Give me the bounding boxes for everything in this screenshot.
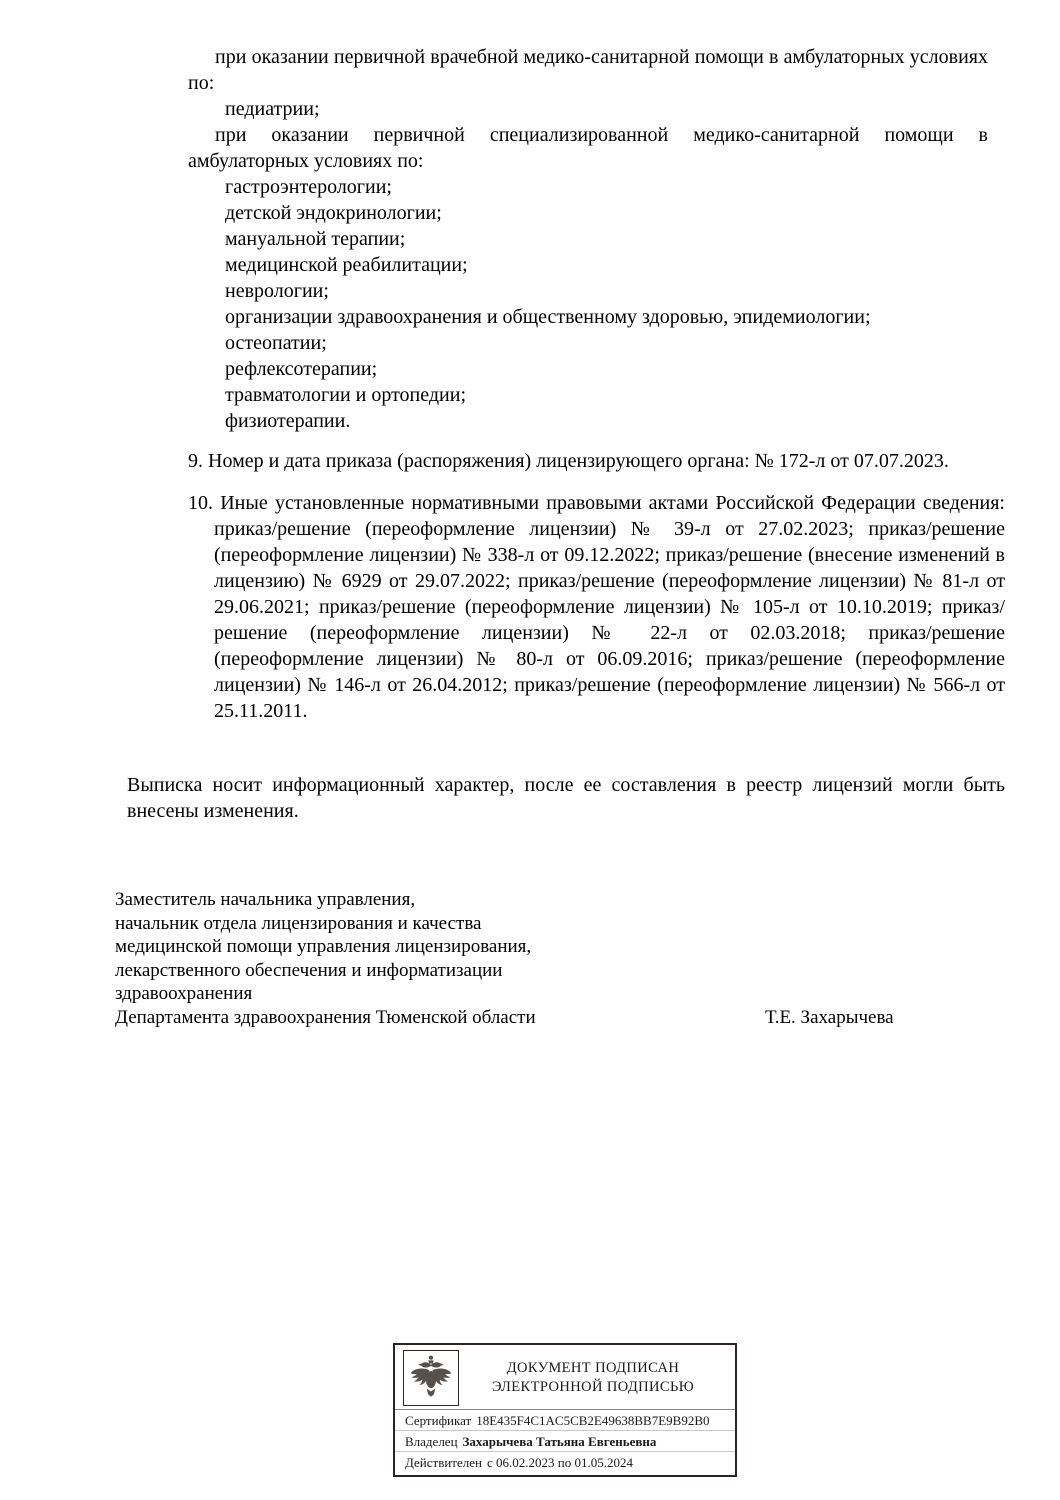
stamp-title-line2: ЭЛЕКТРОННОЙ ПОДПИСЬЮ <box>491 1379 695 1395</box>
certificate-label: Сертификат <box>405 1413 472 1428</box>
signer-position-line: лекарственного обеспечения и информатизации <box>115 959 503 981</box>
service-item: детской эндокринологии; <box>225 202 442 224</box>
service-item: физиотерапии. <box>225 410 351 432</box>
signer-position-line: медицинской помощи управления лицензирования, <box>115 936 532 957</box>
stamp-title <box>459 1359 727 1397</box>
signer-position-line: Заместитель начальника управления, <box>115 889 416 910</box>
validity-value: с 06.02.2023 по 01.05.2024 <box>486 1455 633 1470</box>
service-item: мануальной терапии; <box>225 228 406 250</box>
service-item: остеопатии; <box>225 332 327 354</box>
service-item: травматологии и ортопедии; <box>225 384 467 406</box>
certificate-row <box>395 1410 735 1430</box>
service-item: гастроэнтерологии; <box>225 176 392 198</box>
signer-position-line: начальник отдела лицензирования и качества <box>115 912 482 934</box>
service-item: неврологии; <box>225 280 329 302</box>
service-item: педиатрии; <box>225 98 320 120</box>
service-condition-specialized-care: при оказании первичной специализированной медико-санитарной помощи в амбулаторных условиях по: <box>188 124 988 172</box>
stamp-details <box>395 1409 735 1472</box>
validity-label: Действителен <box>405 1455 482 1470</box>
service-item: организации здравоохранения и общественному здоровью, эпидемиологии; <box>225 306 871 328</box>
signature-stamp <box>393 1343 737 1477</box>
service-item: рефлексотерапии; <box>225 358 378 380</box>
signer-position-line: Департамента здравоохранения Тюменской области <box>115 1006 536 1028</box>
owner-value: Захарычева Татьяна Евгеньевна <box>462 1434 657 1449</box>
coat-of-arms-icon <box>403 1350 459 1406</box>
additional-info-item: 10. Иные установленные нормативными правовыми актами Российской Федерации сведения: приказ/решение (переоформление лицензии) № 39-л от 27.02.2023; приказ/решение (переоформление лицензии) № 338-л от 09.12.2022; приказ/решение (внесение изменений в лицензию) № 6929 от 29.07.2022; приказ/решение (переоформление лицензии) № 81-л от 29.06.2021; приказ/решение (переоформление лицензии) № 105-л от 10.10.2019; приказ/решение (переоформление лицензии) № 22-л от 02.03.2018; приказ/решение (переоформление лицензии) № 80-л от 06.09.2016; приказ/решение (переоформление лицензии) № 146-л от 26.04.2012; приказ/решение (переоформление лицензии) № 566-л от 25.11.2011. <box>188 492 1005 722</box>
service-item: медицинской реабилитации; <box>225 254 468 276</box>
certificate-value: 18E435F4C1AC5CB2E49638BB7E9B92B0 <box>476 1413 710 1428</box>
validity-row <box>395 1451 735 1472</box>
info-note: Выписка носит информационный характер, после ее составления в реестр лицензий могли быть внесены изменения. <box>127 774 1005 822</box>
service-condition-primary-care: при оказании первичной врачебной медико-санитарной помощи в амбулаторных условиях по: <box>188 46 988 94</box>
owner-label: Владелец <box>405 1434 458 1449</box>
order-number-item: 9. Номер и дата приказа (распоряжения) лицензирующего органа: № 172-л от 07.07.2023. <box>188 450 949 472</box>
stamp-title-line1: ДОКУМЕНТ ПОДПИСАН <box>506 1360 680 1376</box>
owner-row <box>395 1430 735 1451</box>
signature-row <box>115 1006 955 1030</box>
signer-name: Т.Е. Захарычева <box>765 1006 894 1028</box>
signature-block <box>115 888 1060 1029</box>
stamp-header <box>395 1345 735 1409</box>
signer-position-line: здравоохранения <box>115 983 253 1004</box>
